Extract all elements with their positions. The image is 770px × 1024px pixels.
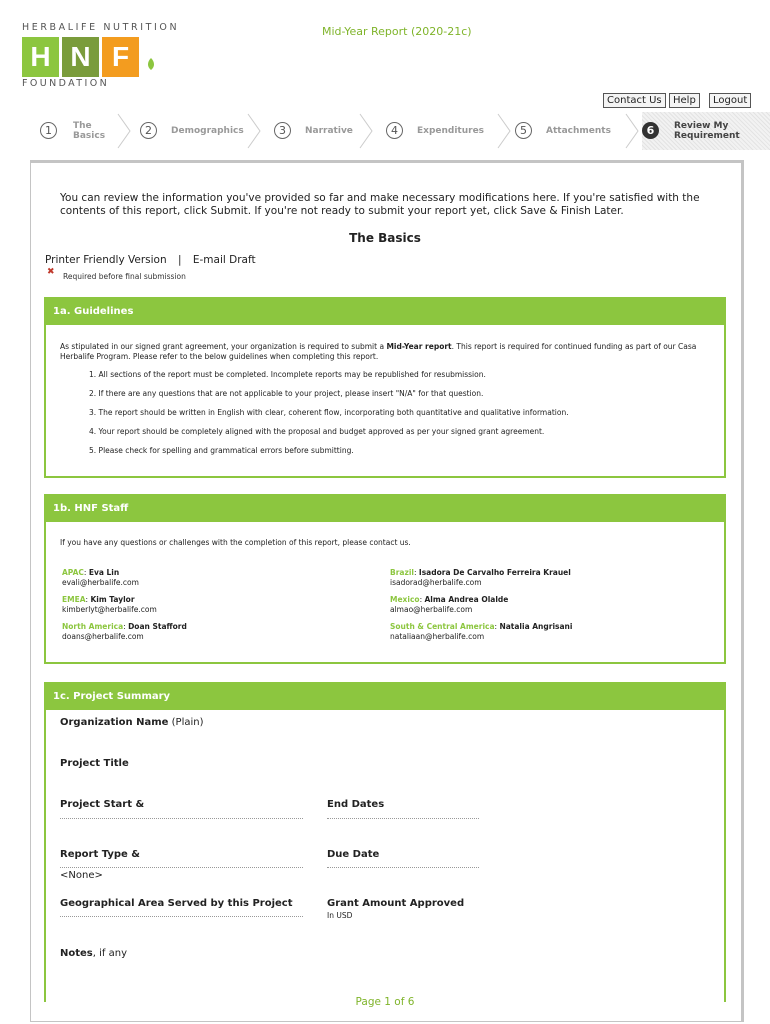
contact-region: EMEA (62, 595, 86, 604)
grant-amount-hint: In USD (327, 911, 353, 920)
guideline-item: 5. Please check for spelling and grammatical errors before submitting. (89, 446, 354, 455)
page-indicator: Page 1 of 6 (355, 996, 415, 1008)
intro-text: You can review the information you've provided so far and make necessary modifications here. If you're satisfied with the contents of this report, click Submit. If you're not ready to submit your report yet, click Save & Finish Later. (60, 192, 700, 217)
step-label-2: Requirement (674, 131, 740, 141)
step-label: Expenditures (417, 126, 485, 136)
step-label: Attachments (546, 126, 611, 136)
report-type-field[interactable] (60, 867, 303, 868)
report-title: Mid-Year Report (2020-21c) (322, 25, 472, 38)
contact-email[interactable]: doans@herbalife.com (62, 632, 144, 641)
contact-region: Mexico (390, 595, 420, 604)
org-name-row (60, 717, 204, 728)
leaf-icon (141, 54, 161, 74)
report-type-label: Report Type & (60, 849, 140, 860)
contact-email[interactable]: evali@herbalife.com (62, 578, 139, 587)
contact-north-america: North America: Doan Stafford doans@herbalife.com (62, 622, 187, 641)
step-number: 4 (386, 122, 403, 139)
guideline-item: 3. The report should be written in English with clear, coherent flow, incorporating both quantitative and qualitative information. (89, 408, 569, 417)
org-name-hint: (Plain) (171, 717, 204, 728)
contact-region: South & Central America (390, 622, 495, 631)
logo-letter-h: H (22, 37, 59, 77)
contact-brazil: Brazil: Isadora De Carvalho Ferreira Krauel isadorad@herbalife.com (390, 568, 571, 587)
logo-bottom-text: FOUNDATION (22, 78, 110, 89)
section-title: The Basics (349, 231, 421, 245)
contact-email[interactable]: nataliaan@herbalife.com (390, 632, 485, 641)
guideline-item: 4. Your report should be completely aligned with the proposal and budget approved as per your signed grant agreement. (89, 427, 545, 436)
step-number: 2 (140, 122, 157, 139)
contact-name: Kim Taylor (90, 595, 135, 604)
logo-letter-f: F (102, 37, 139, 77)
contact-name: Doan Stafford (128, 622, 187, 631)
staff-intro: If you have any questions or challenges with the completion of this report, please contact us. (60, 538, 411, 547)
help-link[interactable]: Help (669, 93, 700, 108)
logo-letter-n: N (62, 37, 99, 77)
project-summary-section (44, 682, 726, 1002)
step-label: Review My (674, 121, 729, 131)
contact-name: Alma Andrea Olalde (424, 595, 509, 604)
contact-mexico: Mexico: Alma Andrea Olalde almao@herbalife.com (390, 595, 509, 614)
guidelines-section (44, 297, 726, 478)
report-type-value: <None> (60, 870, 103, 881)
wizard-steps (30, 112, 770, 150)
email-draft-link[interactable]: E-mail Draft (192, 254, 256, 266)
due-date-label: Due Date (327, 849, 380, 860)
contact-emea: EMEA: Kim Taylor kimberlyt@herbalife.com (62, 595, 157, 614)
contact-region: Brazil (390, 568, 414, 577)
step-number: 5 (515, 122, 532, 139)
start-date-field[interactable] (60, 818, 303, 819)
notes-row (60, 948, 127, 959)
project-title-label: Project Title (60, 758, 129, 769)
staff-section (44, 494, 726, 664)
contact-email[interactable]: almao@herbalife.com (390, 605, 473, 614)
start-dates-label: Project Start & (60, 799, 145, 810)
contact-email[interactable]: isadorad@herbalife.com (390, 578, 482, 587)
required-icon: ✖ (47, 267, 55, 277)
section-header: 1c. Project Summary (46, 684, 724, 710)
contact-name: Isadora De Carvalho Ferreira Krauel (418, 568, 571, 577)
contact-name: Natalia Angrisani (499, 622, 573, 631)
grant-amount-label: Grant Amount Approved (327, 898, 465, 909)
guidelines-text: As stipulated in our signed grant agreement, your organization is required to submit a (60, 342, 387, 351)
step-label: Narrative (305, 126, 353, 136)
required-note: Required before final submission (63, 272, 186, 281)
printer-friendly-link[interactable]: Printer Friendly Version (45, 254, 167, 266)
link-separator: | (177, 254, 182, 266)
geo-area-field[interactable] (60, 916, 303, 917)
contact-us-link[interactable]: Contact Us (603, 93, 666, 108)
draft-links (45, 254, 256, 266)
logo-top-text: HERBALIFE NUTRITION (22, 22, 180, 33)
notes-label: Notes (60, 948, 93, 959)
logout-link[interactable]: Logout (709, 93, 751, 108)
step-label: Demographics (171, 126, 244, 136)
guidelines-bold: Mid-Year report (386, 342, 452, 351)
step-number: 1 (40, 122, 57, 139)
geo-area-label: Geographical Area Served by this Project (60, 898, 293, 909)
step-label: The (73, 121, 92, 131)
contact-name: Eva Lin (88, 568, 120, 577)
contact-region: North America (62, 622, 124, 631)
section-header: 1a. Guidelines (46, 299, 724, 325)
contact-apac: APAC: Eva Lin evali@herbalife.com (62, 568, 139, 587)
guidelines-text-2: . This report is required for continued funding as part of our Casa Herbalife Program. Please refer to the below guidelines when completing this report. (60, 342, 697, 361)
notes-hint: , if any (92, 948, 127, 959)
guideline-item: 2. If there are any questions that are not applicable to your project, please insert "N/A" for that question. (89, 389, 484, 398)
end-date-field[interactable] (327, 818, 479, 819)
step-number: 6 (642, 122, 659, 139)
contact-region: APAC (62, 568, 84, 577)
contact-south-central-america: South & Central America: Natalia Angrisani nataliaan@herbalife.com (390, 622, 573, 641)
contact-email[interactable]: kimberlyt@herbalife.com (62, 605, 157, 614)
due-date-field[interactable] (327, 867, 479, 868)
guidelines-paragraph (60, 342, 716, 362)
step-number: 3 (274, 122, 291, 139)
end-dates-label: End Dates (327, 799, 385, 810)
section-header: 1b. HNF Staff (46, 496, 724, 522)
org-name-label: Organization Name (60, 717, 169, 728)
step-label-2: Basics (73, 131, 106, 141)
guideline-item: 1. All sections of the report must be completed. Incomplete reports may be republished for resubmission. (89, 370, 486, 379)
